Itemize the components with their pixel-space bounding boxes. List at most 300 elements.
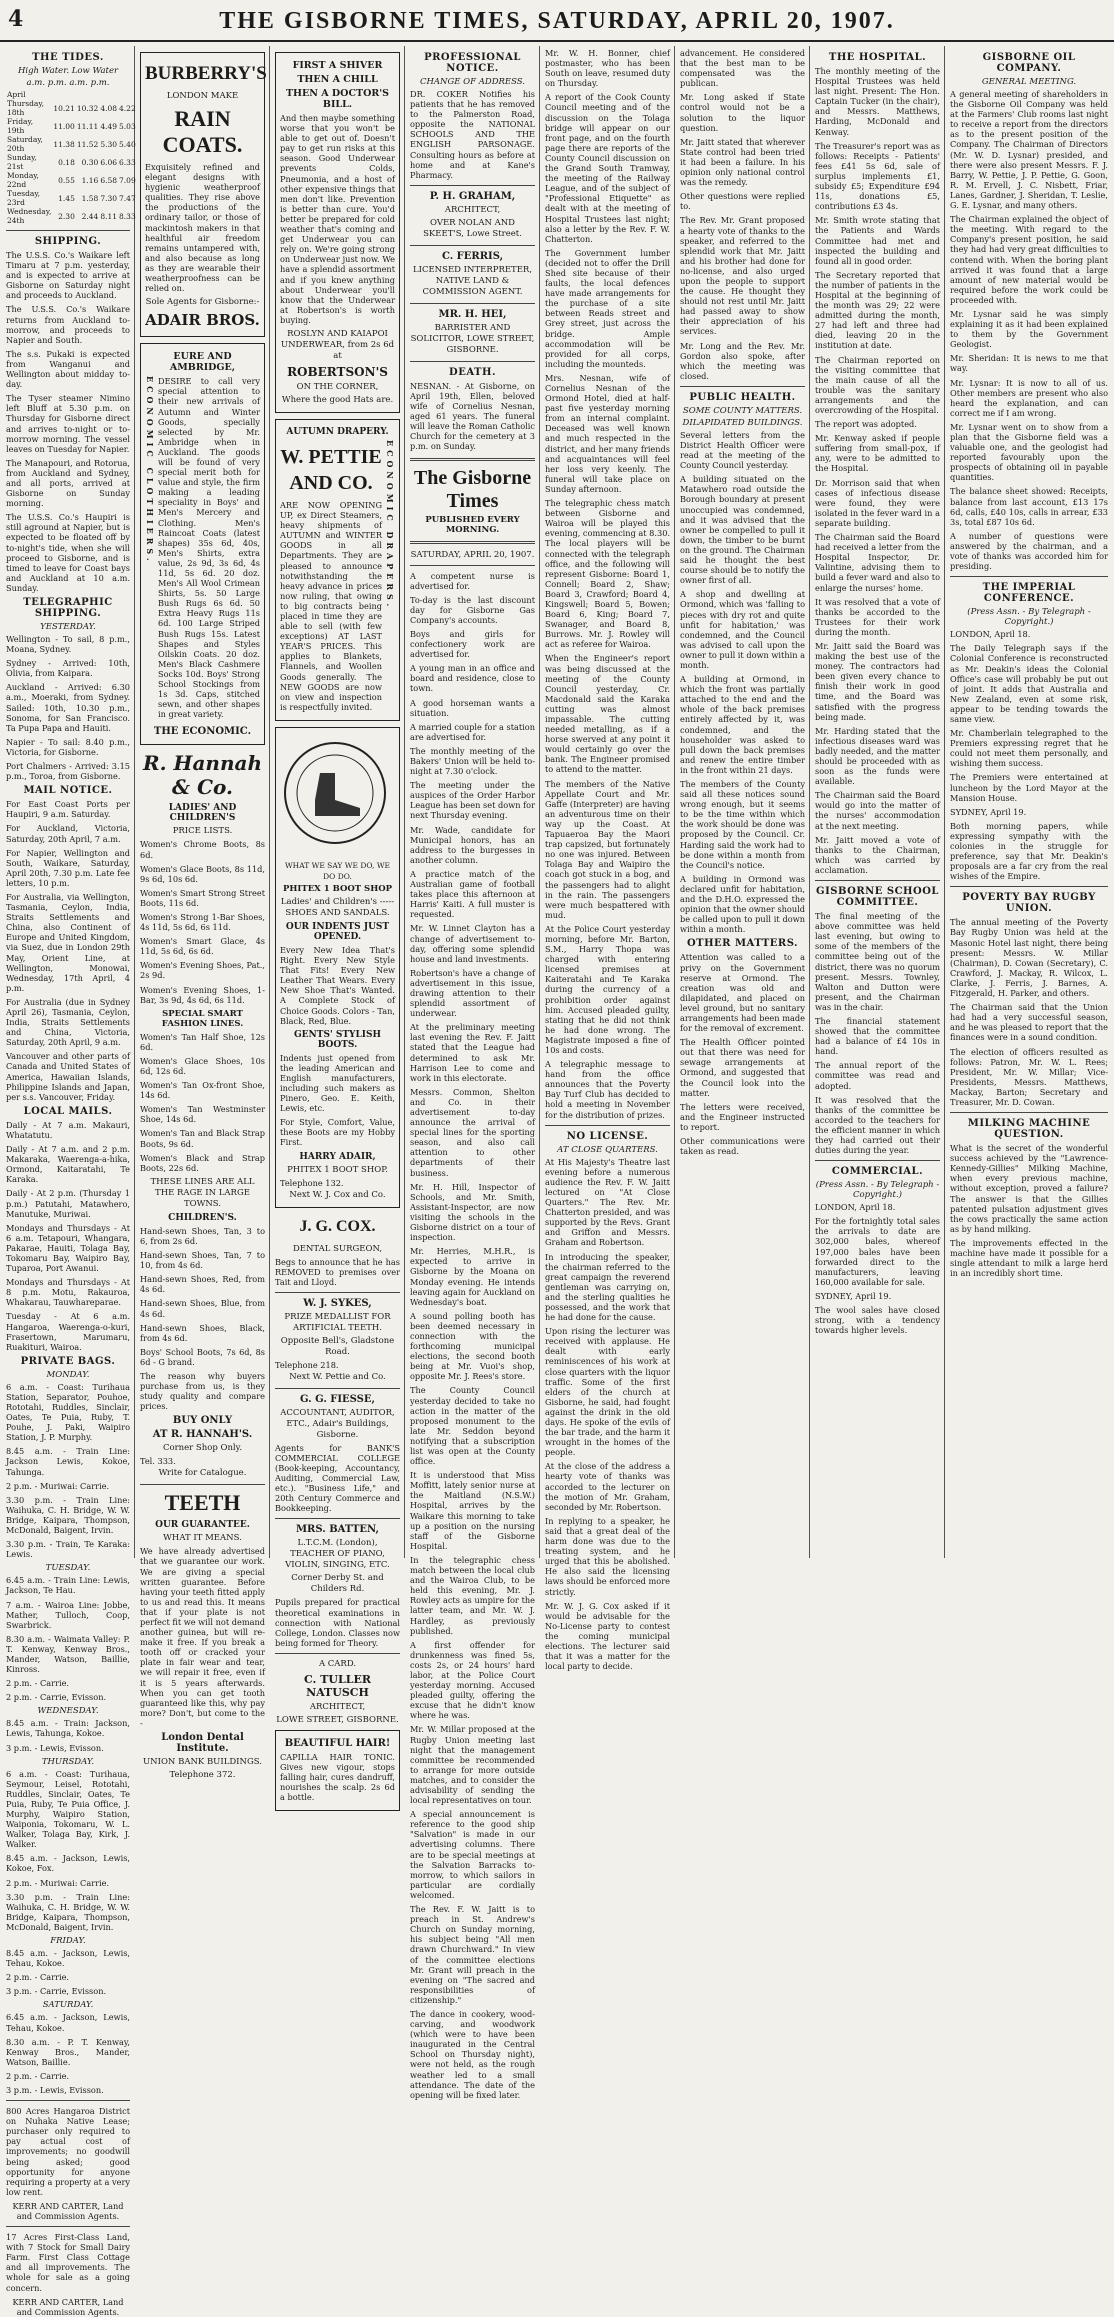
tide-cell: 1.45 [58, 193, 75, 203]
private-tuesday: TUESDAY. [45, 1563, 91, 1574]
graham-role: ARCHITECT, [444, 204, 501, 215]
nolicense-sub: AT CLOSE QUARTERS. [557, 1144, 658, 1155]
news-paragraph: A sound polling booth has been deemed necessary in connection with the forthcoming municipal elections, the second booth being at Mr. Vuoi's shop, opposite Mr. J. Rees's store. [410, 1310, 535, 1382]
private-bag-paragraph: 3 p.m. - Lewis, Evisson. [6, 2084, 104, 2095]
thursday-paras [6, 1769, 130, 1932]
private-wednesday: WEDNESDAY. [37, 1706, 99, 1717]
hair-heading: BEAUTIFUL HAIR! [284, 1737, 391, 1749]
tide-cell: Wednesday, 24th [7, 207, 52, 225]
news-paragraph: Mr. Jaitt said the Board was making the best use of the money. The contractors had been given every chance to finish their work in good time, and the Board was satisfied with the progress being made. [815, 640, 940, 722]
local-mails-heading: LOCAL MAILS. [23, 1105, 113, 1117]
news-paragraph: In replying to a speaker, he said that a great deal of the harm done was due to the treating system, and he urged that this be abolished. He also said the licensing laws should be enforced more strictly. [545, 1515, 670, 1597]
news-paragraph: What is the secret of the wonderful success achieved by the "Lawrence-Kennedy-Gillies" Milking Machine, when every previous machine, without exception, proved a failure? The answer is that the Gillies patented pulsation adjustment gives the cows practically the same action as by hand milking. [950, 1143, 1108, 1234]
private-bag-paragraph: 8.45 a.m. - Train: Jackson, Lewis, Tahunga, Kokoe. [6, 1718, 130, 1739]
teeth-sub: OUR GUARANTEE. [155, 1520, 250, 1531]
eure-footer: THE ECONOMIC. [153, 726, 252, 738]
hospital-heading: THE HOSPITAL. [828, 52, 927, 63]
card-heading: A CARD. [318, 1658, 357, 1669]
divider [410, 245, 535, 246]
tide-cell: 7.47 [119, 193, 136, 203]
mail-paragraph: For East Coast Ports per Haupiri, 9 a.m. Saturday. [6, 799, 130, 820]
tide-cell [118, 90, 137, 99]
mail-paragraph: For Australia (due in Sydney April 26), Tasmania, Ceylon, India, Straits Settlements and China, Victoria, Saturday, 20th April, 9 a.m. [6, 996, 130, 1048]
commercial-heading: COMMERCIAL. [831, 1166, 924, 1178]
divider [410, 185, 535, 186]
wednesday-paras [6, 1718, 130, 1752]
batten-text: Pupils prepared for practical theoretical examinations in connection with National College, London. Classes now being formed for Theory. [275, 1597, 400, 1648]
children-note: The reason why buyers purchase from us, is they study quality and compare prices. [140, 1370, 265, 1412]
tide-cell: 1.58 [81, 193, 99, 203]
boot-icon [315, 773, 360, 816]
news-paragraph: The wool sales have closed strong, with a tendency towards higher levels. [815, 1305, 940, 1336]
local-mail-paragraph: Tuesday - At 6 a.m. Hangaroa, Waerenga-o-kuri, Frasertown, Marumaru, Ruakituri, Wairoa. [6, 1311, 130, 1352]
sykes-place: Opposite Bell's, Gladstone Road. [280, 1335, 395, 1357]
column-5 [541, 48, 674, 1672]
pettie-body [280, 440, 395, 716]
telegraphic-paragraph: Auckland - Arrived: 6.30 a.m., Moeraki, from Sydney. Sailed: 10th, 10.30 p.m., Sonoma, for San Francisco. Ta Pupa Papa and Hauiti. [6, 682, 130, 733]
news-paragraph: The telegraphic chess match between Gisborne and Wairoa will be played this evening, commencing at 8.30. The local players will be connected with the telegraph office, and the following will represent Gisborne: Board 1, Connell; Board 2, Shaw; Board 3, Crawford; Board 4, Kingswell; Board 5, Bowen; Board 6, King; Board 7, Swanager, and Board 8, Burrows. Mr. J. Rowley will act as referee for Wairoa. [545, 498, 671, 650]
divider [815, 1160, 940, 1161]
news-paragraph: Mr. W. J. G. Cox asked if it would be advisable for the No-License party to contest the coming municipal elections. The lecturer said that it was a matter for the local party to decide. [545, 1600, 670, 1672]
eure-body [145, 376, 260, 723]
robertson-headline: THEN A DOCTOR'S BILL. [285, 88, 390, 110]
news-paragraph: Mr. Long asked if State control would not be a solution to the liquor question. [680, 92, 805, 133]
robertson-brand: ROSLYN AND KAIAPOI UNDERWEAR, from 2s 6d at [280, 328, 395, 361]
tide-cell: 2.44 [81, 211, 99, 221]
local-mail-paragraph: Mondays and Thursdays - At 8 p.m. Motu, Rakauroa, Whakarau, Tauwhareparae. [6, 1277, 130, 1308]
news-paragraph: Mr. W. Millar proposed at the Rugby Union meeting last night that the management committee be recommended to arrange for more outside matches, and to consider the advisability of sending the local representatives on tour. [410, 1724, 535, 1806]
news-paragraph: The Daily Telegraph says if the Colonial Conference is reconstructed as Mr. Deakin's ideas the Colonial Office's case will probably be put out of joint. It adds that Australia and New Zealand, even at some risk, appear to be tending towards the same view. [950, 643, 1108, 724]
news-paragraph: The members of the Native Appellate Court and Mr. Gaffe (Interpreter) are having an adventurous time on their way up the Coast. At Tapuaeroa Bay the Maori trap capsized, but fortunately no one was injured. Between Tolaga Bay and Waipiro the coach got stuck in a bog, and the passengers had to alight in the rain. The passengers were much bespattered with mud. [545, 778, 670, 920]
private-friday: FRIDAY. [50, 1936, 86, 1947]
news-paragraph: Mr. Herries, M.H.R., is expected to arrive in Gisborne by the Moana on Monday evening. He intends leaving again for Auckland on Wednesday's boat. [410, 1246, 535, 1307]
news-paragraph: The Health Officer pointed out that there was need for sewage arrangements at Ormond, and suggested that the Council look into the matter. [680, 1037, 805, 1098]
health-sub2: DILAPIDATED BUILDINGS. [682, 417, 803, 428]
divider [6, 2226, 130, 2227]
private-bag-paragraph: 6.45 a.m. - Train Line: Lewis, Jackson, Te Hau. [6, 1575, 130, 1596]
news-paragraph: Other communications were taken as read. [680, 1136, 805, 1157]
price-line: Women's Evening Shoes, Pat., 2s 9d. [140, 960, 265, 981]
column-rule [539, 46, 540, 1558]
price-line: Women's Black and Strap Boots, 22s 6d. [140, 1152, 265, 1173]
column-2 [136, 48, 269, 1781]
mail-heading: MAIL NOTICE. [23, 785, 113, 797]
tuesday-paras [6, 1575, 130, 1702]
tide-row [6, 153, 137, 171]
tide-row [6, 117, 137, 135]
news-paragraph: It was resolved that the thanks of the committee be accorded to the teachers for the efficient manner in which they had carried out their duties during the year. [815, 1094, 940, 1156]
robertson-text: And then maybe something worse that you won't be able to get out of. Doesn't pay to get run risks at this season. Good Underwear prevents Colds, Pneumonia, and a host of other expensive things that men don't like. Prevention is better than cure. You'd better be prepared for cold weather that's coming and get Underwear you can rely on. We're going strong on Underwear just now. We have a splendid assortment and if you knew anything about Underwear you'll know that the Underwear at Robertson's is worth buying. [280, 113, 395, 325]
divider [410, 303, 535, 304]
news-paras [545, 48, 670, 1120]
hei-name: MR. H. HEI, [438, 308, 507, 320]
tide-cell: 5.40 [119, 139, 136, 149]
news-paragraph: The County Council yesterday decided to take no action in the matter of the proposed monument to the late Mr. Seddon beyond notifying that a subscription list was open at the County office. [410, 1385, 535, 1467]
news-paragraph: A competent nurse is advertised for. [410, 570, 535, 591]
news-paragraph: Mr. Smith wrote stating that the Patients and Wards Committee had met and inspected the building and found all in good order. [815, 215, 940, 266]
hair-ad [275, 1730, 400, 1811]
tide-cell: 4.08 [100, 103, 118, 113]
milking-heading: MILKING MACHINE QUESTION. [967, 1118, 1091, 1141]
news-paragraph: A number of questions were answered by the chairman, and a vote of thanks was accorded him for presiding. [950, 530, 1108, 572]
price-line: Women's Chrome Boots, 8s 6d. [140, 839, 265, 860]
private-bag-paragraph: 3 p.m. - Carrie, Evisson. [6, 1986, 107, 1997]
divider [950, 1112, 1108, 1113]
shipping-paragraph: The U.S.S. Co.'s Haupiri is still aground at Napier, but is expected to be floated off by to-night's tide, when she will proceed to Gisborne, and is timed to leave for Coast bays and Auckland at 10 a.m. Sunday. [6, 512, 130, 593]
news-paragraph: A telegraphic message to hand from the office announces that the Poverty Bay Turf Club has decided to hold a meeting in November for the distribution of prizes. [545, 1059, 670, 1120]
tide-row [6, 99, 137, 117]
news-paragraph: A good horseman wants a situation. [410, 697, 535, 718]
tide-cell: 6.06 [100, 157, 118, 167]
news-paragraph: The Chairman explained the object of the meeting. With regard to the Company's present position, he said they had had very great difficulties to contend with. When the boring plant arrived it was found that a large amount of new material would be required before the work could be proceeded with. [950, 214, 1108, 305]
news-paragraph: A general meeting of shareholders in the Gisborne Oil Company was held at the Farmers' Club rooms last night to receive a report from the directors as to the present position of the Company. The Chairman of Directors (Mr. W. D. Lysnar) presided, and there were also present Messrs. F. J. Barry, W. Pettie, J. P. Pettie, G. Goon, R. M. Ervell, J. C. Nisbett, Friar, Lanes, Gardner, J. Sheridan, T. Leslie, G. E. Lysnar, and many others. [950, 89, 1108, 211]
adair-bros: ADAIR BROS. [145, 311, 260, 330]
divider [6, 230, 130, 231]
tide-cell: 0.55 [58, 175, 75, 185]
private-bag-paragraph: 3.30 p.m. - Train Line: Waihuka, C. H. Bridge, W. W. Bridge, Kaipara, Thompson, McDonald, Baigent, Irvin. [6, 1891, 130, 1932]
divider [410, 541, 535, 544]
other-heading: OTHER MATTERS. [686, 938, 799, 950]
divider [140, 1484, 265, 1485]
news-paragraph: Attention was called to a privy on the Government reserve at Ormond. The creation was old and dilapidated, and placed on level ground, but no sanitary arrangements had been made for the removal of excrement. [680, 952, 805, 1034]
news-paragraph: At the close of the address a hearty vote of thanks was accorded to the lecturer on the motion of Mr. Graham, seconded by Mr. Robertson. [545, 1461, 670, 1512]
boot-text: Every New Idea That's Right. Every New Style That Fits! Every New Leather That Wears. Every New Shoe That's Wanted. A Complete Stock of Choice Goods. Colors - Tan, Black, Red, Blue. [280, 944, 395, 1026]
hannah-special: SPECIAL SMART FASHION LINES. [161, 1008, 244, 1029]
eure-heading: EURE AND AMBRIDGE, [169, 351, 236, 374]
news-paragraph: Mr. Lysnar said he was simply explaining it as it had been explained to them by the Government Geologist. [950, 308, 1108, 350]
news-paragraph: SYDNEY, April 19. [815, 1290, 892, 1301]
gents-style: For Style, Comfort, Value, these Boots are my Hobby First. [280, 1117, 395, 1148]
teeth-institute: London Dental Institute. [161, 1732, 244, 1755]
pettie-name: W. PETTIE AND CO. [280, 445, 382, 494]
news-paragraph: Mr. Jaitt moved a vote of thanks to the Chairman, which was carried by acclamation. [815, 834, 940, 875]
hannah-rage: THESE LINES ARE ALL THE RAGE IN LARGE TOWNS. [150, 1176, 255, 1209]
news-paragraph: LONDON, April 18. [815, 1202, 896, 1213]
teeth-tel: Telephone 372. [169, 1770, 236, 1781]
coker-text: DR. COKER Notifies his patients that he has removed to the Palmerston Road, opposite the NATIONAL SCHOOLS AND THE ENGLISH PARSONAGE. Consulting hours as before at home and at Kane's Pharmacy. [410, 89, 535, 180]
news-paragraph: A practice match of the Australian game of football takes place this afternoon at Harris' Kaiti. A full muster is requested. [410, 868, 535, 920]
news-paragraph: The dance in cookery, wood-carving, and woodwork (which were to have been inaugurated in the Central School on Thursday night), were not held, as the rough weather led to a small attendance. The date of the opening will be fixed later. [410, 2008, 535, 2100]
burberry-title: BURBERRY'S [145, 63, 267, 84]
boot-motto: WHAT WE SAY WE DO, WE DO DO. [284, 860, 391, 881]
news-paragraph: Mr. H. Hill, Inspector of Schools, and Mr. Smith, Assistant-Inspector, are now visiting the schools in the Gisborne district on a tour of inspection. [410, 1181, 535, 1243]
land-ad-2: 17 Acres First-Class Land, with 7 Stock for Small Dairy Farm. First Class Cottage and all improvements. The whole for sale as a going concern. [6, 2232, 130, 2293]
divider [275, 1518, 400, 1519]
buy-place: Corner Shop Only. [162, 1443, 243, 1454]
news-paragraph: Mr. Sheridan: It is news to me that way. [950, 353, 1108, 374]
news-paragraph: It is understood that Miss Moffitt, lately senior nurse at the Maitland (N.S.W.) Hospital, arrives by the Waikare this morning to take up a position on the nursing staff of the Gisborne Hospital. [410, 1470, 535, 1551]
price-line: Boys' School Boots, 7s 6d, 8s 6d - G brand. [140, 1346, 265, 1367]
tide-cell: 8.33 [119, 211, 136, 221]
price-line: Women's Glace Shoes, 10s 6d, 12s 6d. [140, 1055, 265, 1076]
teeth-text: We have already advertised that we guarantee our work. We are giving a special written guarantee. Before having your teeth fitted apply to us and read this. It means that if your plate is not perfect fit we will not demand another guinea, but will re-make it free. If you break a tooth off or cracked your plate in fair wear and tear, we will repair it free, even if it is 5 years afterwards. When you can get tooth guaranteed like this, why pay more? Don't, but come to the - [140, 1546, 265, 1728]
saturday-paras [6, 2012, 130, 2095]
news-paragraph: When the Engineer's report was being discussed at the meeting of the County Council yesterday, Cr. Macdonald said the Karaka cutting was almost impassable. The cutting needed metalling, as if a horse swerved at any point it would certainly go over the bank. The Engineer promised to attend to the matter. [545, 653, 670, 775]
tides-cols: a.m. p.m. a.m. p.m. [26, 78, 110, 88]
private-bag-paragraph: 3 p.m. - Lewis, Evisson. [6, 1742, 104, 1753]
telegraphic-paragraph: Wellington - To sail, 8 p.m., Moana, Sydney. [6, 634, 130, 655]
gents-tel: Telephone 132. [280, 1177, 344, 1188]
news-paragraph: Upon rising the lecturer was received with applause. He dealt with early reminiscences of his work at close quarters with the liquor traffic. Some of the first elders of the church at Gisborne, he said, had fought against the drink in the old days. He spoke of the evils of the bar trade, and the harm it wrought in the homes of the people. [545, 1326, 670, 1458]
commercial-paras [815, 1202, 940, 1335]
private-bag-paragraph: 8.45 a.m. - Jackson, Lewis, Tehau, Kokoe. [6, 1948, 130, 1969]
tide-cell: 0.30 [81, 157, 99, 167]
news-paragraph: A special announcement is reference to the good ship "Salvation" is made in our advertising columns. There are to be special meetings at the Salvation Barracks to-morrow, to which sailors in particular are cordially welcomed. [410, 1809, 535, 1900]
news-paragraph: The Premiers were entertained at luncheon by the Lord Mayor at the Mansion House. [950, 772, 1108, 803]
column-8 [946, 48, 1112, 1558]
news-paragraph: Other questions were replied to. [680, 191, 805, 212]
news-paragraph: Robertson's have a change of advertisement in this issue, drawing attention to their splendid assortment of underwear. [410, 967, 535, 1019]
sykes-tel: Telephone 218. [275, 1359, 339, 1370]
tide-cell [76, 90, 99, 99]
private-bag-paragraph: 2 p.m. - Carrie. [6, 1678, 70, 1689]
buy-tel: Tel. 333. [140, 1456, 176, 1467]
cox-role: DENTAL SURGEON, [292, 1243, 383, 1254]
tide-cell: 5.03 [119, 121, 136, 131]
telegraphic-sub: YESTERDAY. [40, 622, 96, 632]
private-bag-paragraph: 2 p.m. - Carrie, Evisson. [6, 1692, 107, 1703]
shipping-heading: SHIPPING. [34, 236, 102, 247]
buy-at: AT R. HANNAH'S. [152, 1429, 253, 1441]
price-line: Hand-sewn Shoes, Red, from 4s 6d. [140, 1274, 265, 1295]
news-paragraph: A married couple for a station are advertised for. [410, 721, 535, 742]
telegraphic-paragraph: Port Chalmers - Arrived: 3.15 p.m., Toroa, from Gisborne. [6, 761, 130, 782]
hospital-paras [815, 66, 940, 875]
health-sub: SOME COUNTY MATTERS. [682, 405, 803, 416]
news-paragraph: The Government lumber (decided not to offer the Drill Shed site because of their faults, the local defences have made arrangements for the purchase of a site between Reads street and Grey street, just across the bridge. Ample accommodation will be provided for all corps, including the mounteds. [545, 247, 670, 369]
private-bag-paragraph: 6.45 a.m. - Jackson, Lewis, Tehau, Kokoe. [6, 2012, 130, 2033]
shipping-paragraph: The U.S.S. Co.'s Waikare returns from Auckland to-morrow, and proceeds to Napier and South. [6, 304, 130, 345]
land-ad-1: 800 Acres Hangaroa District on Nuhaka Native Lease; purchaser only required to pay actual cost of improvements; no goodwill being asked; good opportunity for anyone requiring a property at a very low rent. [6, 2106, 130, 2197]
tuller-place: LOWE STREET, GISBORNE. [276, 1714, 399, 1725]
news-paragraph: Mr. W. Linnet Clayton has a change of advertisement to-day, offering some splendid house and land investments. [410, 923, 535, 964]
price-line: Women's Strong 1-Bar Shoes, 4s 11d, 5s 6d, 6s 11d. [140, 911, 265, 933]
news-paragraph: The election of officers resulted as follows: Patron, Mr. W. L. Rees; President, Mr. W. Millar; Vice-Presidents, Messrs. Matthews, Mackay, Barton; Secretary and Treasurer, Mr. D. Cowan. [950, 1046, 1108, 1107]
tide-cell: 11.38 [53, 139, 75, 149]
shipping-paragraph: The U.S.S. Co.'s Waikare left Timaru at 7 p.m. yesterday, and is expected to arrive at Gisborne on Saturday night and proceeds to Auckland. [6, 250, 130, 301]
teeth-heading: TEETH [164, 1490, 241, 1516]
buy-only: BUY ONLY [172, 1415, 233, 1427]
private-saturday: SATURDAY. [42, 2000, 94, 2011]
pettie-side-label: ECONOMIC DRAPERS. [385, 439, 395, 611]
news-paragraph: Mr. Kenway asked if people suffering from small-pox, if any, were to be admitted to the Hospital. [815, 433, 940, 474]
tuller-role: ARCHITECT, [309, 1701, 366, 1712]
private-bag-paragraph: 8.30 a.m. - Waimata Valley: P. T. Kenway, Kenway Bros., Mander, Watson, Baillie, Kinross. [6, 1633, 130, 1675]
robertson-ad [275, 52, 400, 413]
tide-cell [99, 90, 118, 99]
oil-sub: GENERAL MEETING. [981, 77, 1077, 87]
shipping-paras [6, 250, 130, 593]
private-bag-paragraph: 7 a.m. - Wairoa Line: Jobbe, Mather, Tulloch, Coop, Swarbrick. [6, 1599, 130, 1630]
divider [6, 2100, 130, 2101]
nolicense-continued-paras [680, 48, 805, 381]
graham-place: OVER NOLAN AND SKEET'S, Lowe Street. [423, 217, 522, 239]
news-paragraph: In the telegraphic chess match between the local club and the Wairoa Club, to be held this evening, Mr. J. Rowley acts as umpire for the latter team, and Mr. W. J. Hardley, as previously published. [410, 1554, 535, 1636]
tide-cell: 2.30 [58, 211, 75, 221]
news-paragraph: For the fortnightly total sales the arrivals to date are 302,000 bales, whereof 197,000 bales have been forwarded direct to the manufacturers, leaving 160,000 available for sale. [815, 1216, 940, 1287]
batten-place: Corner Derby St. and Childers Rd. [291, 1573, 384, 1595]
burberry-agents: Sole Agents for Gisborne:- [145, 297, 260, 308]
teeth-place: UNION BANK BUILDINGS. [143, 1757, 262, 1768]
gisborne-times-masthead: The Gisborne Times [413, 466, 532, 512]
sykes-name: W. J. SYKES, [303, 1297, 372, 1309]
prof-change: CHANGE OF ADDRESS. [419, 77, 526, 87]
imperial-paras [950, 629, 1108, 881]
imperial-sub: (Press Assn. - By Telegraph - Copyright.) [967, 607, 1091, 628]
news-paragraph: Boys and girls for confectionery work are advertised for. [410, 628, 535, 660]
hannah-logo: R. Hannah & Co. [143, 751, 262, 800]
news-paragraph: A report of the Cook County Council meeting and of the discussion on the Tolaga bridge will appear on our front page, and on the fourth page there are reports of the County Council discussion on the Grand South Tramway, the meeting of the Railway League, and of the subject of "Professional Etiquette" as dealt with at the meeting of Hospital Trustees last night; also a letter by the Rev. F. W. Chatterton. [545, 92, 670, 244]
news-paragraph: Mr. Wade, candidate for Municipal honors, has an address to the burgesses in another column. [410, 824, 535, 865]
news-paragraph: SYDNEY, April 19. [950, 806, 1027, 817]
children-lines [140, 1226, 265, 1367]
tide-row [6, 135, 137, 153]
divider [680, 386, 805, 387]
news-paragraph: A building in Ormond was declared unfit for habitation, and the D.H.O. expressed the opinion that the owner should be called upon to pull it down within a month. [680, 873, 805, 935]
friday-paras [6, 1948, 130, 1996]
divider [275, 1388, 400, 1389]
burberry-maker: LONDON MAKE [166, 91, 239, 101]
burberry-text: Exquisitely refined and elegant designs with hygienic weatherproof qualities. They rise above the productions of the ordinary tailor, or those of mackintosh makers in that healthful air freedom remains untampered with, and also because as long as they are wearable their weatherproofness can be relied on. [145, 162, 260, 294]
oil-paras [950, 89, 1108, 571]
news-paragraph: Mr. Jaitt stated that wherever State control had been tried it had been a failure. In his opinion only national control was the remedy. [680, 136, 805, 188]
private-bags-heading: PRIVATE BAGS. [20, 1355, 116, 1367]
tide-cell: Tuesday, 23rd [7, 189, 41, 207]
page-number: 4 [8, 6, 24, 32]
telegraphic-paragraph: Sydney - Arrived: 10th, Olivia, from Kaipara. [6, 658, 130, 679]
tide-cell: April [7, 90, 26, 99]
children-heading: CHILDREN'S. [168, 1212, 237, 1223]
boot-heading: OUR INDENTS JUST OPENED. [285, 921, 390, 942]
news-paragraph: The members of the County said all these notices sound wrong enough, but it seems to be the time within which the work should be done was proposed by the Council. Cr. Harding said the work had to be done within a month from the Council's notice. [680, 779, 805, 870]
news-paragraph: The letters were received, and the Engineer instructed to report. [680, 1101, 805, 1132]
news-paragraph: The meeting under the auspices of the Order Harbor League has been set down for next Thursday evening. [410, 780, 535, 821]
column-7 [811, 48, 944, 1558]
tides-heading: THE TIDES. [32, 52, 104, 63]
news-paragraph: The report was adopted. [815, 419, 917, 430]
news-paragraph: The annual meeting of the Poverty Bay Rugby Union was held at the Masonic Hotel last night, there being present: Messrs. W. Millar (Chairman), D. Cowan (Secretary), C. Crawford, J. Mackay, R. Wilcox, L. Clarke, J. Ferris, J. Barnes, A. Fitzgerald, H. Parker, and others. [950, 917, 1108, 999]
sykes-role: PRIZE MEDALLIST FOR ARTIFICIAL TEETH. [284, 1311, 391, 1333]
commercial-sub: (Press Assn. - By Telegraph - Copyright.) [815, 1180, 940, 1201]
column-1 [2, 48, 136, 2317]
news-paragraph: A building situated on the Matawhero road outside the Borough boundary at present unoccupied was condemned, and it was advised that the owner be compelled to pull it down, the timber to be burnt on the ground. The Chairman said he thought the best course should be to notify the owner first of all. [680, 474, 805, 586]
news-paragraph: Several letters from the District Health Officer were read at the meeting of the County Council yesterday. [680, 429, 805, 471]
nolicense-paras [545, 1157, 670, 1672]
hannah-fashion-lines [140, 1032, 265, 1173]
news-paragraph: The annual report of the committee was read and adopted. [815, 1060, 940, 1091]
news-paragraph: Both morning papers, while expressing sympathy with the colonies in the struggle for preference, say that Mr. Deakin's proposals are a far cry from the real wishes of the Empire. [950, 820, 1108, 882]
tide-cell: 7.30 [100, 193, 118, 203]
news-paragraph: To-day is the last discount day for Gisborne Gas Company's accounts. [410, 594, 535, 625]
local-mail-paragraph: Daily - At 7 a.m. and 2 p.m. Makaraka, Waerenga-a-hika, Ormond, Kaitaratahi, Te Karaka. [6, 1144, 130, 1185]
ferris-name: C. FERRIS, [441, 250, 504, 262]
issue-date: SATURDAY, APRIL 20, 1907. [410, 549, 535, 560]
mail-paragraph: For Australia, via Wellington, Tasmania, Ceylon, India, Straits Settlements and China, also Continent of Europe and United Kingdom, via Suez, due in London 29th May, Orient Line, at Wellington, Monowai, Wednesday, 17th April, 4 p.m. [6, 891, 130, 993]
ferris-role: LICENSED INTERPRETER, NATIVE LAND & COMMISSION AGENT. [412, 264, 533, 297]
health-paras [680, 430, 805, 935]
hannah-sub: PRICE LISTS. [172, 826, 233, 837]
column-rule [809, 46, 810, 1558]
news-paragraph: A building at Ormond, in which the front was partially attached to the end and the whole of the back premises entirely affected by it, was condemned, and the householder was asked to pull down the back premises and renew the entire timber in the front within 21 days. [680, 674, 805, 775]
private-bag-paragraph: 6 a.m. - Coast: Turihaua Station, Separator, Pouhoe, Rototahi, Ruddles, Sinclair, Oates, Te Puia, Ruby, T. Pouhe, J. Paki, Waipiro Station, J. P. Murphy. [6, 1381, 130, 1443]
gents-next: Next W. J. Cox and Co. [289, 1189, 386, 1200]
news-paragraph: A first offender for drunkenness was fined 5s, costs 2s, or 24 hours' hard labor, at the Police Court yesterday morning. Accused pleaded guilty, offering the excuse that he didn't know where he was. [410, 1639, 535, 1721]
tide-row [6, 189, 137, 207]
news-paragraph: The improvements effected in the machine have made it possible for a single attendant to milk a large herd in an incredibly short time. [950, 1237, 1108, 1279]
local-mail-paras [6, 1120, 130, 1352]
column-3 [271, 48, 404, 1803]
tides-table [6, 90, 137, 225]
local-mail-paragraph: Daily - At 2 p.m. (Thursday 1 p.m.) Patutahi, Matawhero, Manutuke, Muriwai. [6, 1188, 130, 1219]
hannah-title: LADIES' AND CHILDREN'S [168, 803, 237, 824]
private-bag-paragraph: 3.30 p.m. - Train Line: Waihuka, C. H. Bridge, W. W. Bridge, Kaipara, Thompson, McDonald, Baigent, Irvin. [6, 1494, 130, 1536]
news-paragraph: A shop and dwelling at Ormond, which was 'falling to pieces with dry rot and quite unfit for habitation,' was condemned, and the Council was advised to call upon the owner to pull it down within a month. [680, 589, 805, 670]
robertson-headline: FIRST A SHIVER [292, 60, 383, 71]
tide-cell: Thursday, 18th [7, 99, 44, 117]
column-4 [406, 48, 539, 2100]
hannah-price-lines [140, 839, 265, 1004]
telegraphic-paras [6, 634, 130, 781]
cox-text: Begs to announce that he has REMOVED to premises over Tait and Lloyd. [275, 1256, 400, 1287]
private-bag-paragraph: 3.30 p.m. - Train, Te Karaka: Lewis. [6, 1539, 130, 1560]
fiesse-name: G. G. FIESSE, [299, 1393, 376, 1405]
tide-cell: 11.00 [53, 121, 75, 131]
news-paragraph: It was resolved that a vote of thanks be accorded to the Trustees for their work during the month. [815, 596, 940, 637]
private-monday: MONDAY. [46, 1369, 90, 1380]
mail-paragraph: For Auckland, Victoria, Saturday, 20th April, 7 a.m. [6, 823, 130, 844]
news-paragraph: The Rev. Mr. Grant proposed a hearty vote of thanks to the speaker, and referred to the splendid work that Mr. Jaitt and his brother had done for no-license, and also urged upon the people to support the cause. He thought they should not rest until Mr. Jaitt had passed away to show their appreciation of his services. [680, 215, 805, 337]
private-bag-paragraph: 2 p.m. - Carrie. [6, 1972, 70, 1983]
robertson-store: ROBERTSON'S [287, 364, 388, 379]
mail-paragraph: Vancouver and other parts of Canada and United States of America, Hawaiian Islands, Philippine Islands and Japan, per s.s. Vancouver, Friday. [6, 1051, 130, 1102]
school-paras [815, 911, 940, 1155]
nolicense-heading: NO LICENSE. [566, 1130, 649, 1142]
robertson-headline: THEN A CHILL [297, 74, 378, 85]
news-paragraph: A young man in an office and board and residence, close to town. [410, 663, 535, 694]
news-paragraph: The Treasurer's report was as follows: Receipts - Patients' fees £41 5s 6d, sale of surplus implements £1, subsidy £5; Expenditure £94 11s, donations £5, contributions £3 4s. [815, 140, 940, 212]
robertson-where: Where the good Hats are. [281, 394, 394, 405]
telegraphic-heading: TELEGRAPHIC SHIPPING. [23, 597, 113, 619]
tide-cell: 8.11 [100, 211, 118, 221]
other-paras [680, 952, 805, 1156]
private-bag-paragraph: 2 p.m. - Muriwai: Carrie. [6, 1877, 110, 1888]
health-heading: PUBLIC HEALTH. [689, 391, 796, 403]
price-line: Women's Evening Shoes, 1-Bar, 3s 9d, 4s 6d, 6s 11d. [140, 984, 265, 1005]
news-paragraph: The monthly meeting of the Hospital Trustees was held last night. Present: The Hon. Captain Tucker (in the chair), and Messrs. Matthews, Harding, McDonald and Kenway. [815, 66, 940, 137]
published-line: PUBLISHED EVERY MORNING. [425, 514, 520, 535]
news-paragraph: The final meeting of the above committee was held last evening, but owing to some of the members of the committee being out of the district, there was no quorum present. Messrs. Townley, Walton and Dutton were present, and the Chairman was in the chair. [815, 911, 940, 1012]
divider [815, 880, 940, 881]
tide-row [6, 90, 137, 99]
tide-cell: 11.11 [76, 121, 99, 131]
column-6 [676, 48, 809, 1558]
news-paragraph: Dr. Morrison said that when cases of infectious disease were found, they were isolated in the fever ward in a separate building. [815, 477, 940, 528]
eure-ambridge-ad [140, 343, 265, 745]
column-rule [404, 46, 405, 1558]
tide-cell: 7.09 [119, 175, 136, 185]
news-paragraph: At His Majesty's Theatre last evening before a numerous audience the Rev. F. W. Jaitt lectured on "At Close Quarters." The Rev. Mr. Chatterton presided, and was supported by the Revs. Grant and Griffon and Messrs. Graham and Robertson. [545, 1156, 670, 1248]
gents-heading: GENTS' STYLISH BOOTS. [293, 1029, 382, 1050]
private-paras [6, 1382, 130, 1560]
land-ad-2-agent: KERR AND CARTER, Land and Commission Agents. [12, 2296, 124, 2317]
boot-shop-seal [280, 738, 390, 848]
robertson-headlines [280, 60, 395, 110]
tide-row [6, 171, 137, 189]
news-paragraph: The Chairman reported on the visiting committee that the main cause of all the trouble was the sanitary arrangements and the overcrowding of the Hospital. [815, 354, 940, 415]
news-paragraph: The Chairman said that the Union had had a very successful season, and he was pleased to report that the finances were in a sound condition. [950, 1002, 1108, 1043]
teeth-what: WHAT IT MEANS. [163, 1533, 242, 1544]
private-bag-paragraph: 6 a.m. - Coast: Turihaua, Seymour, Leisel, Rototahi, Ruddles, Sinclair, Oates, Te Puia, Ruby, Te Puia Office, J. Murphy, Waipiro Station, Waiponia, Tokomaru, W. L. Walker, Tolaga Bay, Kirk, J. Walker. [6, 1768, 130, 1850]
